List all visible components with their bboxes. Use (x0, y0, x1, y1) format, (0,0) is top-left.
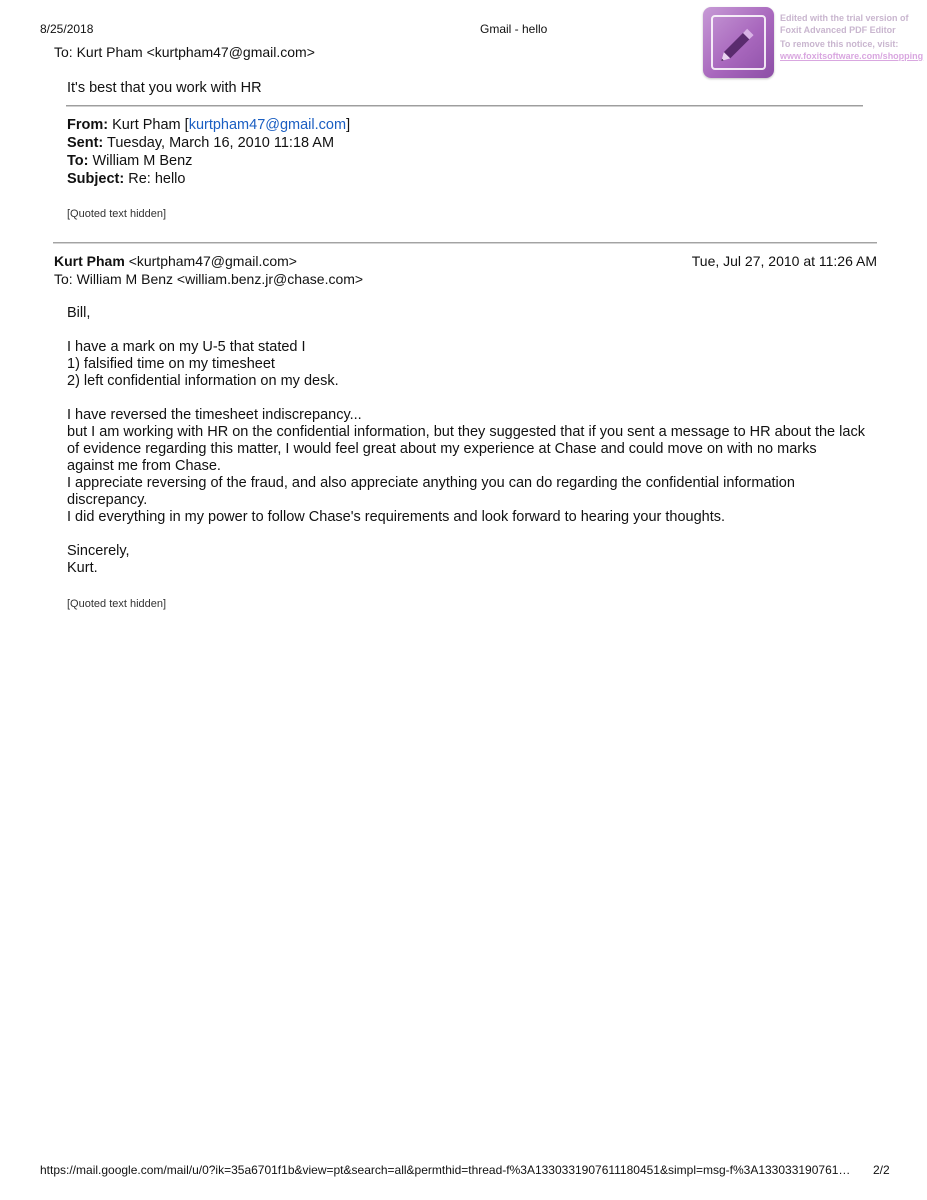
footer-url: https://mail.google.com/mail/u/0?ik=35a6701f1b&view=pt&search=all&permthid=thread-f%3A1330331907611180451&simpl=msg-f%3A133033190761… (40, 1163, 851, 1177)
message-sender: Kurt Pham <kurtpham47@gmail.com> (54, 253, 297, 269)
quoted-text-hidden[interactable]: [Quoted text hidden] (67, 208, 167, 220)
message-recipient: To: William M Benz <william.benz.jr@chase.com> (54, 271, 364, 287)
quoted-text-hidden[interactable]: [Quoted text hidden] (67, 598, 167, 610)
print-date: 8/25/2018 (40, 22, 94, 36)
divider (53, 242, 877, 244)
divider (66, 105, 863, 107)
from-email-link[interactable]: kurtpham47@gmail.com (188, 117, 347, 133)
message-body: Bill, I have a mark on my U-5 that stated I 1) falsified time on my timesheet 2) left confidential information on my desk. I have reversed the timesheet indiscrepancy... but I am working with HR on the confidential information, but they suggested that if you sent a message to HR about the lack of evidence regarding this matter, I would feel great about my experience at Chase and could move on with no marks against me from Chase. I appreciate reversing of the fraud, and also appreciate anything you can do regarding the confidential information discrepancy. I did everything in my power to follow Chase's requirements and look forward to hearing your thoughts. Sincerely, Kurt. (67, 305, 865, 576)
quoted-body: It's best that you work with HR (67, 80, 262, 96)
page-title: Gmail - hello (480, 22, 548, 36)
message-date: Tue, Jul 27, 2010 at 11:26 AM (691, 253, 877, 269)
quoted-recipient: To: Kurt Pham <kurtpham47@gmail.com> (54, 44, 315, 60)
foxit-watermark-notice: Edited with the trial version of Foxit Advanced PDF Editor To remove this notice, visit: www.foxitsoftware.com/shopping (780, 13, 924, 61)
foxit-link[interactable]: www.foxitsoftware.com/shopping (780, 51, 924, 61)
page-number: 2/2 (873, 1163, 890, 1177)
quoted-header: From: Kurt Pham [kurtpham47@gmail.com] Sent: Tuesday, March 16, 2010 11:18 AM To: William M Benz Subject: Re: hello (67, 117, 351, 187)
foxit-pencil-icon (703, 7, 774, 78)
